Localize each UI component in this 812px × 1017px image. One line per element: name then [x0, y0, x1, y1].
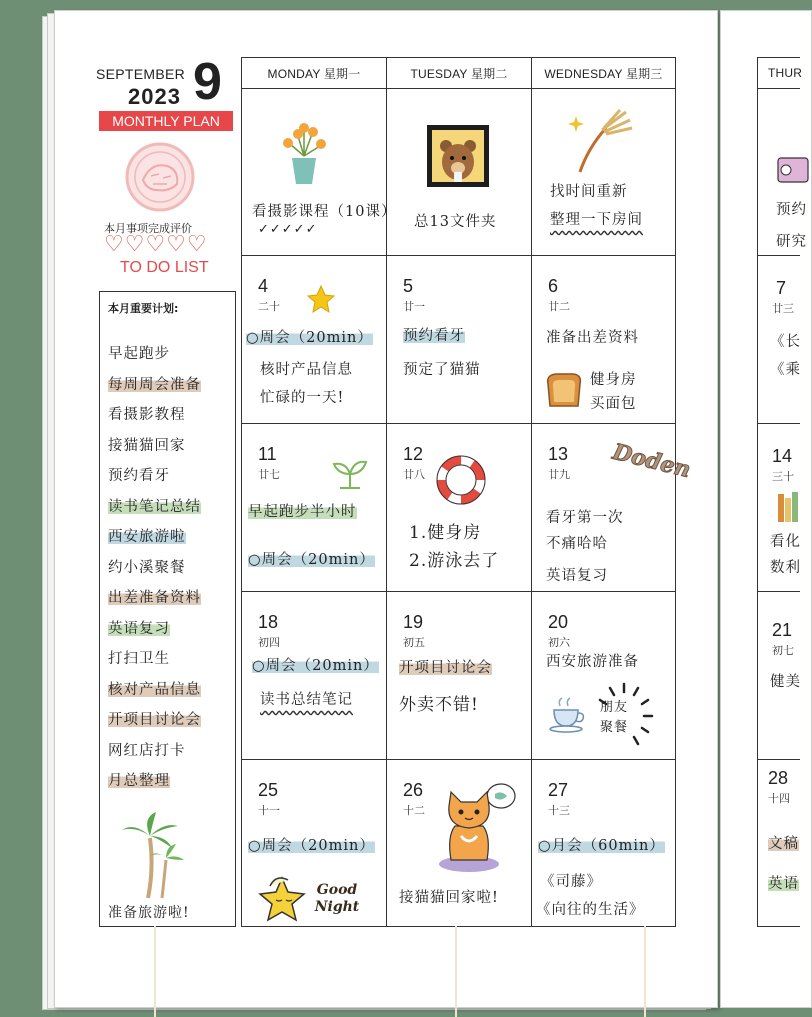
day-cell-19[interactable]	[387, 592, 531, 759]
good-night-sticker: Good Night	[314, 882, 360, 915]
day-number: 5	[403, 276, 414, 296]
day-number: 26	[403, 780, 424, 800]
flower-pot-icon	[278, 122, 330, 186]
note-wed-w5-2: 《司藤》	[540, 874, 602, 890]
rating-hearts[interactable]: ♡♡♡♡♡	[104, 232, 208, 257]
day-cell-4[interactable]	[242, 256, 386, 423]
note-mon-w2-2: 核时产品信息	[260, 362, 353, 378]
lunar-date: 廿九	[548, 468, 570, 481]
plan-item: 接猫猫回家	[108, 437, 186, 454]
right-note-w2-1: 《长	[770, 334, 801, 350]
note-mon-w4-2: 读书总结笔记	[260, 692, 353, 708]
day-number-21: 21	[772, 620, 793, 640]
ribbon-bookmark	[154, 926, 156, 1017]
plan-item: 看摄影教程	[108, 407, 186, 423]
note-wed-w4-1: 西安旅游准备	[546, 654, 639, 670]
plan-item: 英语复习	[108, 617, 170, 638]
day-cell-25[interactable]	[242, 760, 386, 926]
right-note-w5-2: 英语	[768, 872, 799, 893]
year: 2023	[128, 84, 181, 109]
note-mon-w2-3: 忙碌的一天!	[260, 390, 345, 406]
circle-bullet-icon: ○	[538, 837, 552, 854]
plan-item: 预约看牙	[108, 468, 170, 484]
lunar-date: 初四	[258, 636, 280, 649]
lunar-date-14: 三十	[772, 470, 794, 483]
completion-eval-label: 本月事项完成评价	[104, 222, 192, 235]
note-wed-w2-2: 健身房	[590, 372, 637, 388]
note-wed-w4-3: 聚餐	[600, 720, 629, 735]
books-icon	[776, 490, 800, 524]
lunar-date-21: 初七	[772, 644, 794, 657]
note-tue-w4-1: 开项目讨论会	[399, 656, 492, 677]
broom-icon	[566, 108, 636, 174]
note-tue-w4-2: 外卖不错!	[399, 695, 479, 715]
right-note-w3-1: 看化	[770, 534, 801, 550]
note-wed-w1-2: 整理一下房间	[550, 212, 643, 228]
note-tue-w1-1: 总13文件夹	[414, 214, 497, 230]
day-number: 12	[403, 444, 424, 464]
day-number: 20	[548, 612, 569, 632]
note-wed-w2-1: 准备出差资料	[546, 330, 639, 346]
plan-item: 打扫卫生	[108, 651, 170, 667]
note-wed-w1-1: 找时间重新	[550, 184, 628, 200]
palm-tree-icon	[120, 808, 186, 900]
lunar-date: 十一	[258, 804, 280, 817]
star-icon	[306, 284, 336, 314]
day-cell-26[interactable]	[387, 760, 531, 926]
lunar-date-7: 廿三	[772, 302, 794, 315]
doden-sticker: Doden	[610, 438, 694, 484]
day-cell-18[interactable]	[242, 592, 386, 759]
note-wed-w3-2: 不痛哈哈	[546, 536, 608, 552]
note-tue-w2-1: 预约看牙	[403, 324, 465, 345]
day-number: 6	[548, 276, 559, 296]
important-plans-title: 本月重要计划:	[108, 302, 179, 315]
ribbon-bookmark	[455, 926, 457, 1017]
note-wed-w2-3: 买面包	[590, 396, 637, 412]
right-note-w5-1: 文稿	[768, 832, 799, 853]
note-wed-w3-3: 英语复习	[546, 568, 608, 584]
plan-item: 出差准备资料	[108, 586, 201, 607]
right-note-w4-1: 健美	[770, 674, 801, 690]
note-mon-w2-1: ○周会（20min）	[246, 326, 373, 347]
lunar-date: 廿八	[403, 468, 425, 481]
burst-lines-icon	[592, 682, 656, 748]
plan-item: 读书笔记总结	[108, 495, 201, 516]
day-number: 25	[258, 780, 279, 800]
day-number: 19	[403, 612, 424, 632]
note-tue-w5-1: 接猫猫回家啦!	[399, 890, 499, 906]
todo-list-title: TO DO LIST	[120, 259, 209, 276]
plan-item: 核对产品信息	[108, 678, 201, 699]
header-wednesday: WEDNESDAY 星期三	[544, 66, 663, 81]
radio-icon	[776, 150, 800, 186]
note-wed-w4-2: 朋友	[600, 700, 629, 715]
sprout-icon	[330, 454, 370, 490]
note-tue-w3-2: 2.游泳去了	[409, 551, 500, 571]
plan-item: 网红店打卡	[108, 742, 186, 759]
plan-item: 西安旅游啦	[108, 525, 186, 546]
cat-icon	[431, 776, 521, 872]
lunar-date-28: 十四	[768, 792, 790, 805]
note-wed-w5-3: 《向往的生活》	[536, 902, 645, 918]
circle-bullet-icon: ○	[248, 551, 262, 568]
note-mon-w5-1: ○周会（20min）	[248, 834, 375, 855]
plan-footer-note: 准备旅游啦!	[108, 905, 190, 921]
bear-portrait-icon	[426, 124, 490, 188]
day-number: 4	[258, 276, 269, 296]
right-note-w3-2: 数利	[770, 560, 801, 576]
lunar-date: 廿七	[258, 468, 280, 481]
right-note-w2-2: 《乘	[770, 362, 801, 378]
plan-item: 约小溪聚餐	[108, 559, 186, 576]
header-monday: MONDAY 星期一	[267, 66, 361, 81]
tea-cup-icon	[548, 698, 588, 734]
lunar-date: 二十	[258, 300, 280, 313]
lunar-date: 初六	[548, 636, 570, 649]
month-number: 9	[193, 53, 222, 111]
circle-bullet-icon: ○	[246, 329, 260, 346]
circle-bullet-icon: ○	[252, 657, 266, 674]
month-name: SEPTEMBER	[96, 66, 186, 82]
day-cell-27[interactable]	[532, 760, 675, 926]
day-cell-6[interactable]	[532, 256, 675, 423]
sleepy-star-icon	[252, 872, 310, 922]
header-thursday: THUR	[768, 66, 803, 80]
right-note-w1-2: 研究	[776, 234, 807, 250]
tiger-stamp-icon	[123, 140, 197, 214]
lunar-date: 廿一	[403, 300, 425, 313]
note-mon-w1-checks: ✓✓✓✓✓	[258, 222, 318, 237]
note-mon-w4-1: ○周会（20min）	[252, 654, 379, 675]
header-tuesday: TUESDAY 星期二	[410, 66, 508, 81]
lunar-date: 廿二	[548, 300, 570, 313]
day-number: 18	[258, 612, 279, 632]
day-number: 11	[258, 444, 277, 464]
day-cell-20[interactable]	[532, 592, 675, 759]
day-cell-11[interactable]	[242, 424, 386, 591]
lunar-date: 十二	[403, 804, 425, 817]
day-number-14: 14	[772, 446, 793, 466]
day-cell-12[interactable]	[387, 424, 531, 591]
day-number-28: 28	[768, 768, 789, 788]
note-wed-w5-1: ○月会（60min）	[538, 834, 665, 855]
plan-item: 早起跑步	[108, 346, 170, 362]
plan-item: 月总整理	[108, 769, 170, 790]
day-number-7: 7	[776, 278, 787, 298]
day-number: 13	[548, 444, 569, 464]
note-mon-w3-1: 早起跑步半小时	[248, 500, 357, 521]
day-number: 27	[548, 780, 569, 800]
day-cell-5[interactable]	[387, 256, 531, 423]
lunar-date: 十三	[548, 804, 570, 817]
note-tue-w2-2: 预定了猫猫	[403, 362, 481, 378]
life-ring-icon	[437, 456, 485, 504]
right-note-w1-1: 预约	[776, 202, 807, 218]
note-tue-w3-1: 1.健身房	[409, 523, 482, 543]
toast-icon	[544, 372, 584, 408]
note-mon-w1-1: 看摄影课程（10课）	[252, 204, 397, 220]
plan-item: 每周周会准备	[108, 373, 201, 394]
note-wed-w3-1: 看牙第一次	[546, 510, 624, 526]
lunar-date: 初五	[403, 636, 425, 649]
monthly-plan-banner: MONTHLY PLAN	[99, 111, 233, 131]
ribbon-bookmark	[644, 926, 646, 1017]
note-mon-w3-2: ○周会（20min）	[248, 548, 375, 569]
circle-bullet-icon: ○	[248, 837, 262, 854]
plan-item: 开项目讨论会	[108, 708, 201, 729]
